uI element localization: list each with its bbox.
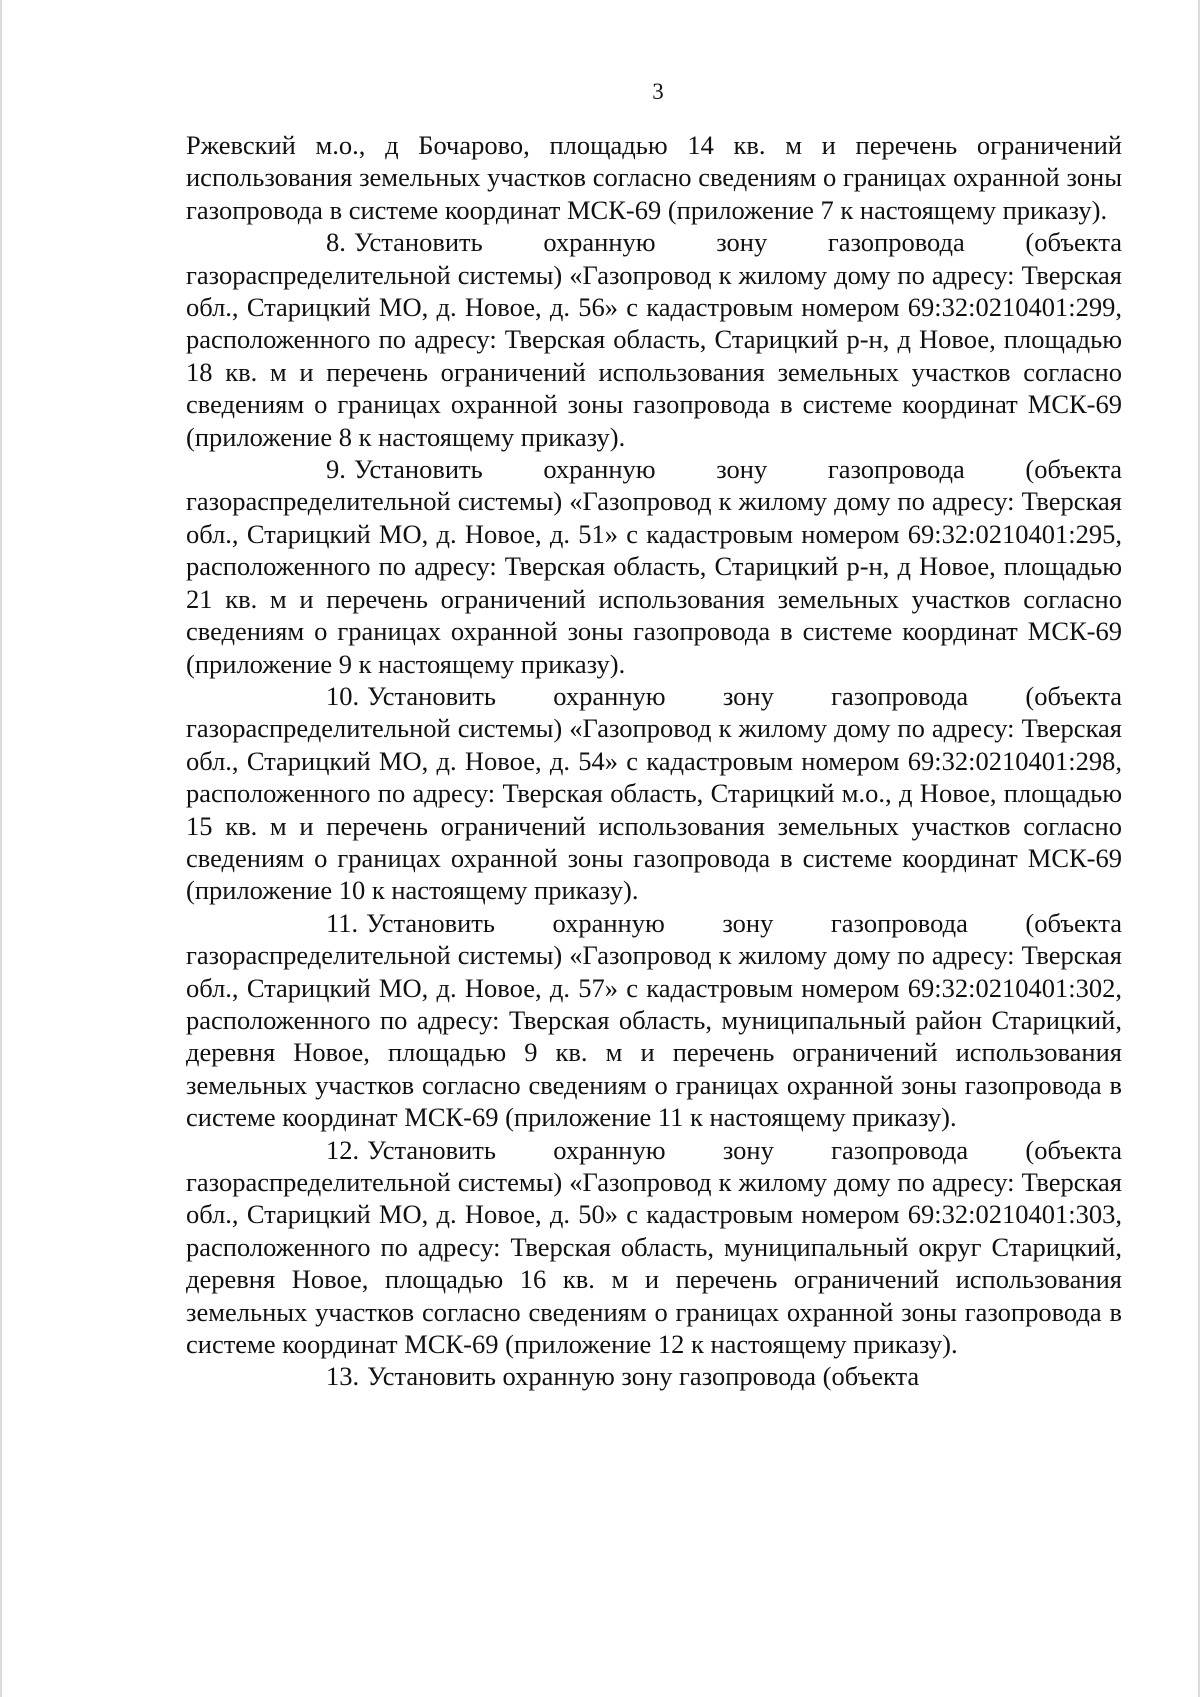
item-number: 10. — [326, 680, 360, 711]
numbered-item-8 — [186, 226, 1122, 453]
numbered-item-11 — [186, 907, 1122, 1134]
document-body — [186, 129, 1122, 1393]
item-text: Установить охранную зону газопровода (объекта газораспределительной системы) «Газопровод к жилому дому по адресу: Тверская обл., Старицкий МО, д. Новое, д. 56» с кадастровым номером 69:32:0210401:299, расположенного по адресу: Тверская область, Старицкий р-н, д Новое, площадью 18 кв. м и перечень ограничений использования земельных участков согласно сведениям о границах охранной зоны газопровода в системе координат МСК-69 (приложение 8 к настоящему приказу). — [186, 227, 1122, 452]
item-number: 8. — [326, 227, 346, 258]
item-text: Установить охранную зону газопровода (объекта газораспределительной системы) «Газопровод к жилому дому по адресу: Тверская обл., Старицкий МО, д. Новое, д. 50» с кадастровым номером 69:32:0210401:303, расположенного по адресу: Тверская область, муниципальный округ Старицкий, деревня Новое, площадью 16 кв. м и перечень ограничений использования земельных участков согласно сведениям о границах охранной зоны газопровода в системе координат МСК-69 (приложение 12 к настоящему приказу). — [186, 1134, 1122, 1360]
item-number: 13. — [326, 1361, 360, 1392]
numbered-item-10 — [186, 680, 1122, 907]
item-text: Установить охранную зону газопровода (объекта — [367, 1361, 920, 1392]
item-number: 12. — [326, 1134, 360, 1165]
page-number: 3 — [652, 79, 664, 104]
numbered-item-12 — [186, 1134, 1122, 1361]
item-text: Установить охранную зону газопровода (объекта газораспределительной системы) «Газопровод к жилому дому по адресу: Тверская обл., Старицкий МО, д. Новое, д. 54» с кадастровым номером 69:32:0210401:298, расположенного по адресу: Тверская область, Старицкий м.о., д Новое, площадью 15 кв. м и перечень ограничений использования земельных участков согласно сведениям о границах охранной зоны газопровода в системе координат МСК-69 (приложение 10 к настоящему приказу). — [186, 680, 1122, 906]
numbered-item-13 — [186, 1360, 1122, 1392]
lead-paragraph: Ржевский м.о., д Бочарово, площадью 14 кв. м и перечень ограничений использования земельных участков согласно сведениям о границах охранной зоны газопровода в системе координат МСК-69 (приложение 7 к настоящему приказу). — [186, 130, 1122, 225]
scan-edge-left — [0, 0, 2, 1697]
item-number: 9. — [326, 454, 346, 485]
item-number: 11. — [326, 907, 359, 938]
item-text: Установить охранную зону газопровода (объекта газораспределительной системы) «Газопровод к жилому дому по адресу: Тверская обл., Старицкий МО, д. Новое, д. 51» с кадастровым номером 69:32:0210401:295, расположенного по адресу: Тверская область, Старицкий р-н, д Новое, площадью 21 кв. м и перечень ограничений использования земельных участков согласно сведениям о границах охранной зоны газопровода в системе координат МСК-69 (приложение 9 к настоящему приказу). — [186, 454, 1122, 679]
item-text: Установить охранную зону газопровода (объекта газораспределительной системы) «Газопровод к жилому дому по адресу: Тверская обл., Старицкий МО, д. Новое, д. 57» с кадастровым номером 69:32:0210401:302, расположенного по адресу: Тверская область, муниципальный район Старицкий, деревня Новое, площадью 9 кв. м и перечень ограничений использования земельных участков согласно сведениям о границах охранной зоны газопровода в системе координат МСК-69 (приложение 11 к настоящему приказу). — [186, 907, 1122, 1133]
numbered-item-9 — [186, 453, 1122, 680]
